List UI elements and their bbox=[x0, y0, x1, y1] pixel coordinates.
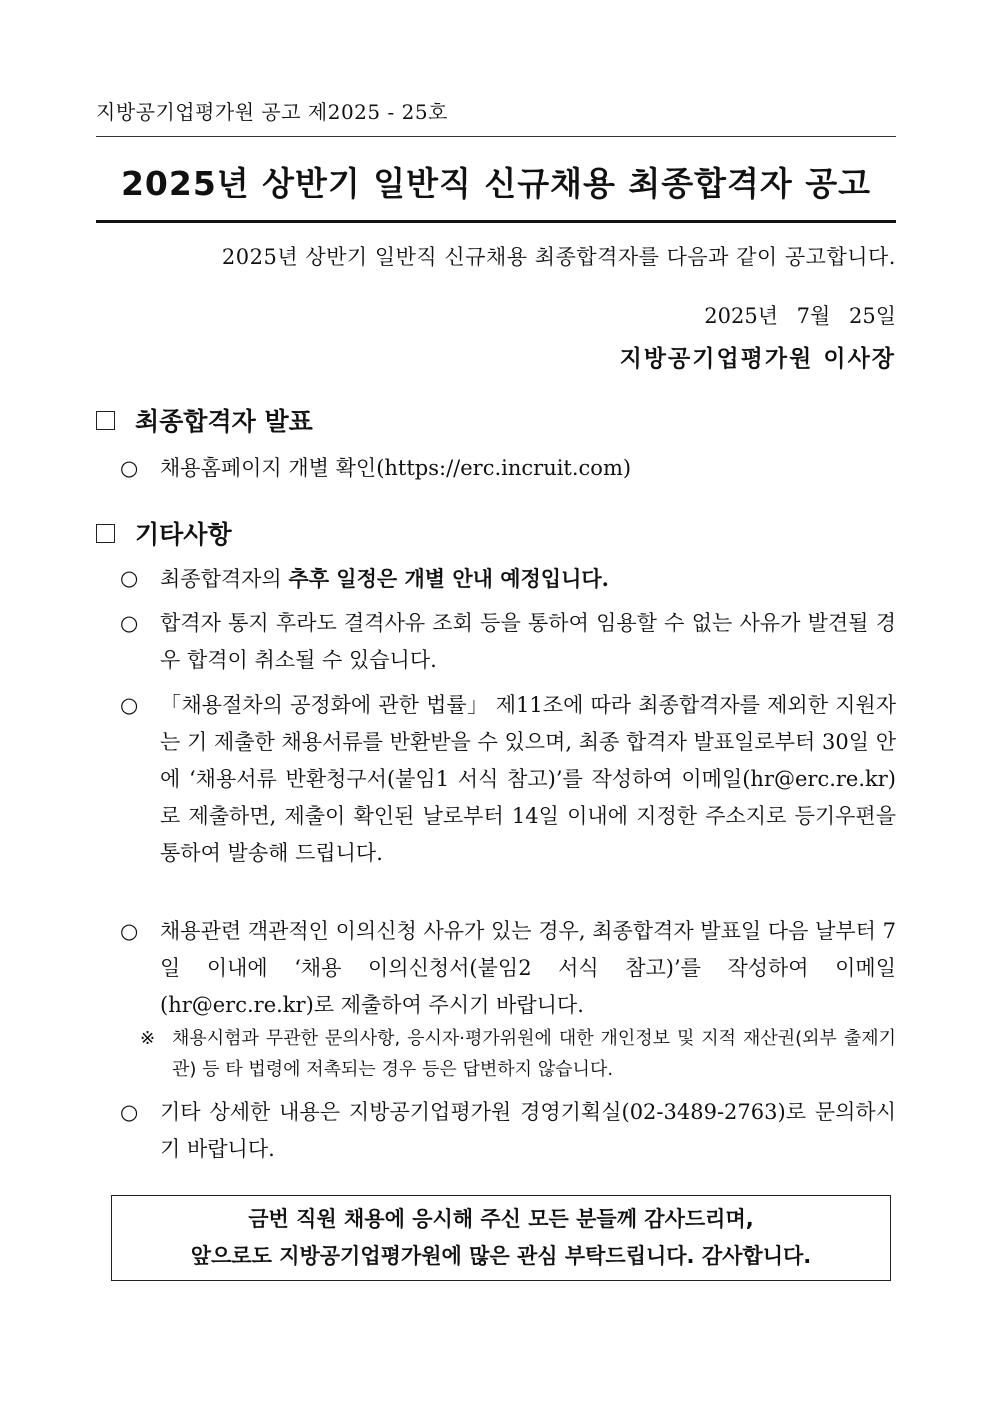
section-title: 기타사항 bbox=[135, 520, 232, 549]
list-item bbox=[120, 450, 896, 487]
notice-number: 지방공기업평가원 공고 제2025 - 25호 bbox=[96, 100, 448, 124]
square-bullet-icon bbox=[96, 411, 115, 430]
section-title: 최종합격자 발표 bbox=[135, 407, 313, 436]
item-text: 채용관련 객관적인 이의신청 사유가 있는 경우, 최종합격자 발표일 다음 날부터 7일 이내에 ‘채용 이의신청서(붙임2 서식 참고)’를 작성하여 이메일(hr@erc.re.kr)로 제출하여 주시기 바랍니다. bbox=[160, 919, 896, 1017]
note bbox=[140, 1023, 896, 1085]
item-text-prefix: 최종합격자의 bbox=[160, 567, 289, 591]
section-heading-announcement bbox=[96, 402, 313, 438]
list-item bbox=[120, 1094, 896, 1168]
circle-bullet-icon: ○ bbox=[120, 919, 139, 943]
square-bullet-icon bbox=[96, 524, 115, 543]
circle-bullet-icon: ○ bbox=[120, 456, 139, 480]
reference-mark-icon: ※ bbox=[140, 1028, 156, 1049]
circle-bullet-icon: ○ bbox=[120, 566, 139, 590]
item-text bbox=[160, 560, 896, 598]
signer: 지방공기업평가원 이사장 bbox=[619, 345, 896, 372]
item-text: 채용홈페이지 개별 확인(https://erc.incruit.com) bbox=[160, 456, 632, 480]
notice-date: 2025년 7월 25일 bbox=[704, 304, 896, 328]
item-text: 합격자 통지 후라도 결격사유 조회 등을 통하여 임용할 수 없는 사유가 발견될 경우 합격이 취소될 수 있습니다. bbox=[160, 611, 896, 672]
circle-bullet-icon: ○ bbox=[120, 1100, 139, 1124]
circle-bullet-icon: ○ bbox=[120, 611, 139, 635]
closing-line-1: 금번 직원 채용에 응시해 주신 모든 분들께 감사드리며, bbox=[248, 1207, 754, 1231]
circle-bullet-icon: ○ bbox=[120, 693, 139, 717]
closing-box bbox=[111, 1195, 891, 1281]
title-divider bbox=[96, 220, 896, 223]
list-item bbox=[120, 605, 896, 679]
item-text: 「채용절차의 공정화에 관한 법률」 제11조에 따라 최종합격자를 제외한 지원자는 기 제출한 채용서류를 반환받을 수 있으며, 최종 합격자 발표일로부터 30일 안에 ‘채용서류 반환청구서(붙임1 서식 참고)’를 작성하여 이메일(hr@erc.re.kr)로 제출하면, 제출이 확인된 날로부터 14일 이내에 지정한 주소지로 등기우편을 통하여 발송해 드립니다. bbox=[160, 693, 896, 865]
closing-line-2: 앞으로도 지방공기업평가원에 많은 관심 부탁드립니다. 감사합니다. bbox=[190, 1244, 812, 1268]
page-title: 2025년 상반기 일반직 신규채용 최종합격자 공고 bbox=[120, 164, 872, 203]
intro-text: 2025년 상반기 일반직 신규채용 최종합격자를 다음과 같이 공고합니다. bbox=[221, 245, 896, 269]
item-text-bold: 추후 일정은 개별 안내 예정입니다. bbox=[288, 566, 609, 591]
list-item bbox=[120, 560, 896, 598]
section-heading-other bbox=[96, 515, 232, 551]
list-item bbox=[120, 687, 896, 872]
note-text: 채용시험과 무관한 문의사항, 응시자·평가위원에 대한 개인정보 및 지적 재산권(외부 출제기관) 등 타 법령에 저촉되는 경우 등은 답변하지 않습니다. bbox=[172, 1028, 896, 1080]
top-divider bbox=[96, 136, 896, 137]
item-text: 기타 상세한 내용은 지방공기업평가원 경영기획실(02-3489-2763)로 문의하시기 바랍니다. bbox=[160, 1100, 896, 1161]
list-item bbox=[120, 913, 896, 1024]
